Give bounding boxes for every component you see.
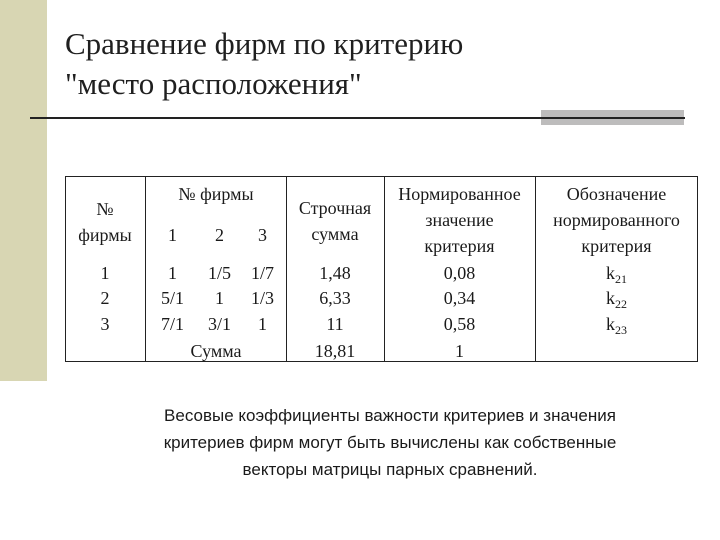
table-cell-sum: 1,48 xyxy=(319,263,351,283)
table-cell-sum: 11 xyxy=(326,314,344,334)
header-firm-no: № фирмы xyxy=(78,199,132,245)
header-designation: Обозначение нормированного критерия xyxy=(553,184,680,256)
table-cell-norm: 0,58 xyxy=(443,314,476,334)
header-row-sum: Строчная сумма xyxy=(298,198,372,244)
table-cell-sum: 6,33 xyxy=(319,288,351,308)
table-cell-designation: $k_{22}$ xyxy=(606,288,627,311)
table-cell-c3: 1 xyxy=(258,314,267,334)
table-cell-firm: 3 xyxy=(100,314,110,334)
header-col-3: 3 xyxy=(258,225,267,245)
table-cell-designation: $k_{23}$ xyxy=(606,314,627,337)
left-decor-bar xyxy=(0,0,47,381)
header-col-1: 1 xyxy=(168,225,177,245)
title-underline-accent xyxy=(541,117,684,119)
table-cell-firm: 2 xyxy=(100,288,110,308)
table-cell-c2: 1/5 xyxy=(207,263,231,283)
table-cell-c2: 3/1 xyxy=(207,314,231,334)
slide-title xyxy=(65,24,705,104)
title-line-1: Сравнение фирм по критерию xyxy=(65,26,464,61)
table-cell-c3: 1/3 xyxy=(250,288,274,308)
header-firm-group: № фирмы xyxy=(178,184,254,204)
table-cell-c3: 1/7 xyxy=(250,263,274,283)
header-normalized: Нормированное значение критерия xyxy=(398,184,521,256)
header-col-2: 2 xyxy=(215,225,224,245)
table-cell-c1: 1 xyxy=(168,263,177,283)
table-cell-firm: 1 xyxy=(100,263,110,283)
explanation-text: Весовые коэффициенты важности критериев и значения критериев фирм могут быть вычислены как собственные векторы матрицы парных сравнений. xyxy=(163,406,617,479)
table-cell-c1: 5/1 xyxy=(160,288,184,308)
table-cell-norm: 0,34 xyxy=(443,288,476,308)
table-cell-c1: 7/1 xyxy=(160,314,184,334)
title-line-2: "место расположения" xyxy=(65,66,362,101)
table-cell-norm: 0,08 xyxy=(443,263,476,283)
total-label: Сумма xyxy=(190,341,242,361)
total-norm: 1 xyxy=(455,341,464,361)
table-cell-c2: 1 xyxy=(215,288,224,308)
table-cell-designation: $k_{21}$ xyxy=(606,263,627,286)
total-sum: 18,81 xyxy=(314,341,356,361)
